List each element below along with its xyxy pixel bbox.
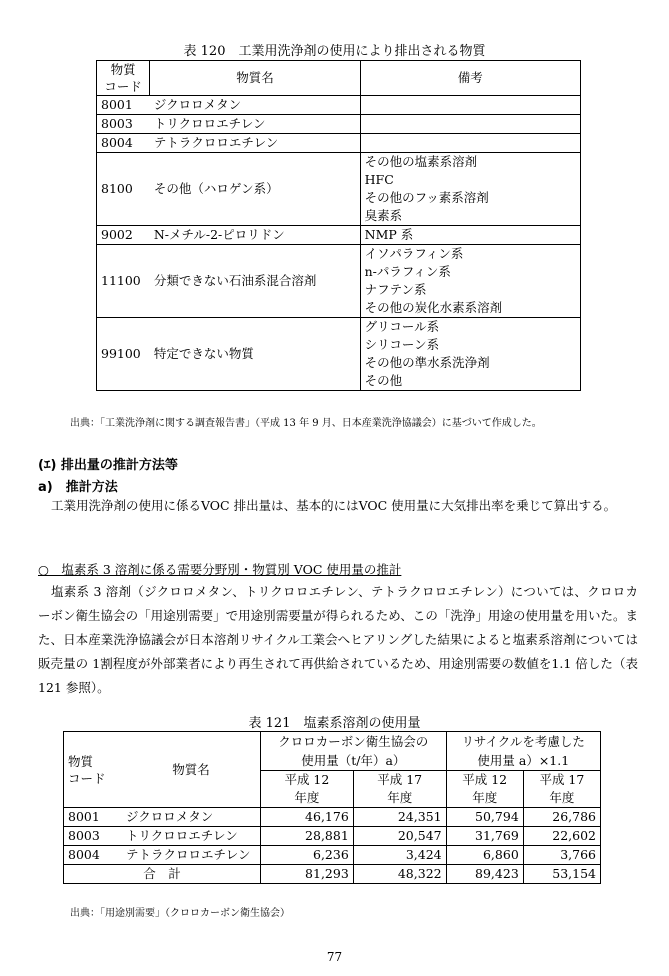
table-row	[64, 808, 601, 827]
total-value: 89,423	[446, 865, 523, 884]
header-year-12-b: 平成 12 年度	[446, 771, 523, 808]
cell-name: テトラクロロエチレン	[150, 134, 360, 153]
table-row	[97, 318, 581, 391]
header-group-a: クロロカーボン衛生協会の 使用量（t/年）a）	[261, 732, 447, 771]
header-code: 物質 コード	[64, 732, 123, 808]
cell-note	[360, 153, 580, 226]
table-row	[97, 226, 581, 245]
cell-code: 8001	[64, 808, 123, 827]
header-year-12-a: 平成 12 年度	[261, 771, 354, 808]
total-value: 81,293	[261, 865, 354, 884]
note-line: その他	[364, 373, 403, 388]
total-label: 合 計	[64, 865, 261, 884]
page-number: 77	[326, 950, 343, 964]
cell-note	[360, 96, 580, 115]
cell-name: テトラクロロエチレン	[122, 846, 261, 865]
cell-note	[360, 134, 580, 153]
note-line: 臭素系	[364, 208, 403, 223]
table-row	[97, 245, 581, 318]
cell-name: その他（ハロゲン系）	[150, 153, 360, 226]
note-line: イソパラフィン系	[364, 246, 464, 261]
note-line: シリコーン系	[364, 337, 440, 352]
header-code: 物質 コード	[97, 61, 150, 96]
table-121-caption: 表 121 塩素系溶剤の使用量	[248, 716, 421, 731]
cell-name: トリクロロエチレン	[122, 827, 261, 846]
total-value: 53,154	[523, 865, 600, 884]
note-line: ナフテン系	[364, 282, 427, 297]
table-row	[97, 61, 581, 96]
header-name: 物質名	[150, 61, 360, 96]
header-year-17-a: 平成 17 年度	[353, 771, 446, 808]
cell-code: 9002	[97, 226, 150, 245]
cell-value: 3,766	[523, 846, 600, 865]
sub-heading: a) 推計方法	[38, 480, 118, 495]
cell-name: ジクロロメタン	[150, 96, 360, 115]
note-line: グリコール系	[364, 319, 440, 334]
note-line: その他の炭化水素系溶剤	[364, 300, 503, 315]
table-120-source: 出典：「工業洗浄剤に関する調査報告書」（平成 13 年 9 月、日本産業洗浄協議会）に基づいて作成した。	[70, 418, 542, 429]
cell-code: 11100	[97, 245, 150, 318]
paragraph-chlorine: 塩素系 3 溶剤（ジクロロメタン、トリクロロエチレン、テトラクロロエチレン）については、クロロカーボン衛生協会の「用途別需要」で用途別需要量が得られるため、この「洗浄」用途の使用量を用いた。また、日本産業洗浄協議会が日本溶剤リサイクル工業会へヒアリングした結果によると塩素系溶剤については販売量の 1割程度が外部業者により再生されて再供給されているため、用途別需要の数値を1.1 倍した（表 121 参照）。	[38, 584, 638, 695]
cell-name: N-メチル-2-ピロリドン	[150, 226, 360, 245]
cell-value: 3,424	[353, 846, 446, 865]
cell-code: 8001	[97, 96, 150, 115]
table-row	[97, 96, 581, 115]
cell-code: 99100	[97, 318, 150, 391]
cell-code: 8003	[97, 115, 150, 134]
cell-value: 20,547	[353, 827, 446, 846]
table-row	[97, 153, 581, 226]
cell-code: 8100	[97, 153, 150, 226]
table-row	[64, 846, 601, 865]
note-line: HFC	[364, 172, 394, 187]
header-name: 物質名	[122, 732, 261, 808]
cell-value: 6,236	[261, 846, 354, 865]
cell-value: 31,769	[446, 827, 523, 846]
header-note: 備考	[360, 61, 580, 96]
cell-note	[360, 226, 580, 245]
table-row	[97, 134, 581, 153]
note-line: その他のフッ素系溶剤	[364, 190, 489, 205]
table-row	[64, 732, 601, 771]
table-120-caption: 表 120 工業用洗浄剤の使用により排出される物質	[183, 44, 486, 59]
cell-note	[360, 245, 580, 318]
paragraph-method: 工業用洗浄剤の使用に係るVOC 排出量は、基本的にはVOC 使用量に大気排出率を乗じて算出する。	[51, 498, 617, 513]
header-group-b: リサイクルを考慮した 使用量 a）×1.1	[446, 732, 600, 771]
cell-value: 24,351	[353, 808, 446, 827]
cell-value: 28,881	[261, 827, 354, 846]
cell-code: 8004	[97, 134, 150, 153]
cell-code: 8004	[64, 846, 123, 865]
cell-value: 26,786	[523, 808, 600, 827]
cell-name: 分類できない石油系混合溶剤	[150, 245, 360, 318]
cell-name: トリクロロエチレン	[150, 115, 360, 134]
cell-note	[360, 115, 580, 134]
table-row-total	[64, 865, 601, 884]
cell-code: 8003	[64, 827, 123, 846]
cell-name: 特定できない物質	[150, 318, 360, 391]
cell-value: 6,860	[446, 846, 523, 865]
table-120	[96, 60, 581, 391]
note-line: その他の準水系洗浄剤	[364, 355, 490, 370]
note-line: n-パラフィン系	[364, 264, 451, 279]
cell-value: 22,602	[523, 827, 600, 846]
table-121	[63, 731, 601, 884]
header-year-17-b: 平成 17 年度	[523, 771, 600, 808]
table-row	[97, 115, 581, 134]
cell-value: 46,176	[261, 808, 354, 827]
cell-value: 50,794	[446, 808, 523, 827]
total-value: 48,322	[353, 865, 446, 884]
bullet-heading: ○ 塩素系 3 溶剤に係る需要分野別・物質別 VOC 使用量の推計	[38, 562, 402, 577]
cell-name: ジクロロメタン	[122, 808, 261, 827]
note-line: NMP 系	[364, 227, 414, 242]
table-row	[64, 827, 601, 846]
section-heading: (ｴ) 排出量の推計方法等	[38, 458, 178, 473]
table-121-source: 出典：「用途別需要」（クロロカーボン衛生協会）	[70, 908, 290, 919]
note-line: その他の塩素系溶剤	[364, 154, 478, 169]
cell-note	[360, 318, 580, 391]
